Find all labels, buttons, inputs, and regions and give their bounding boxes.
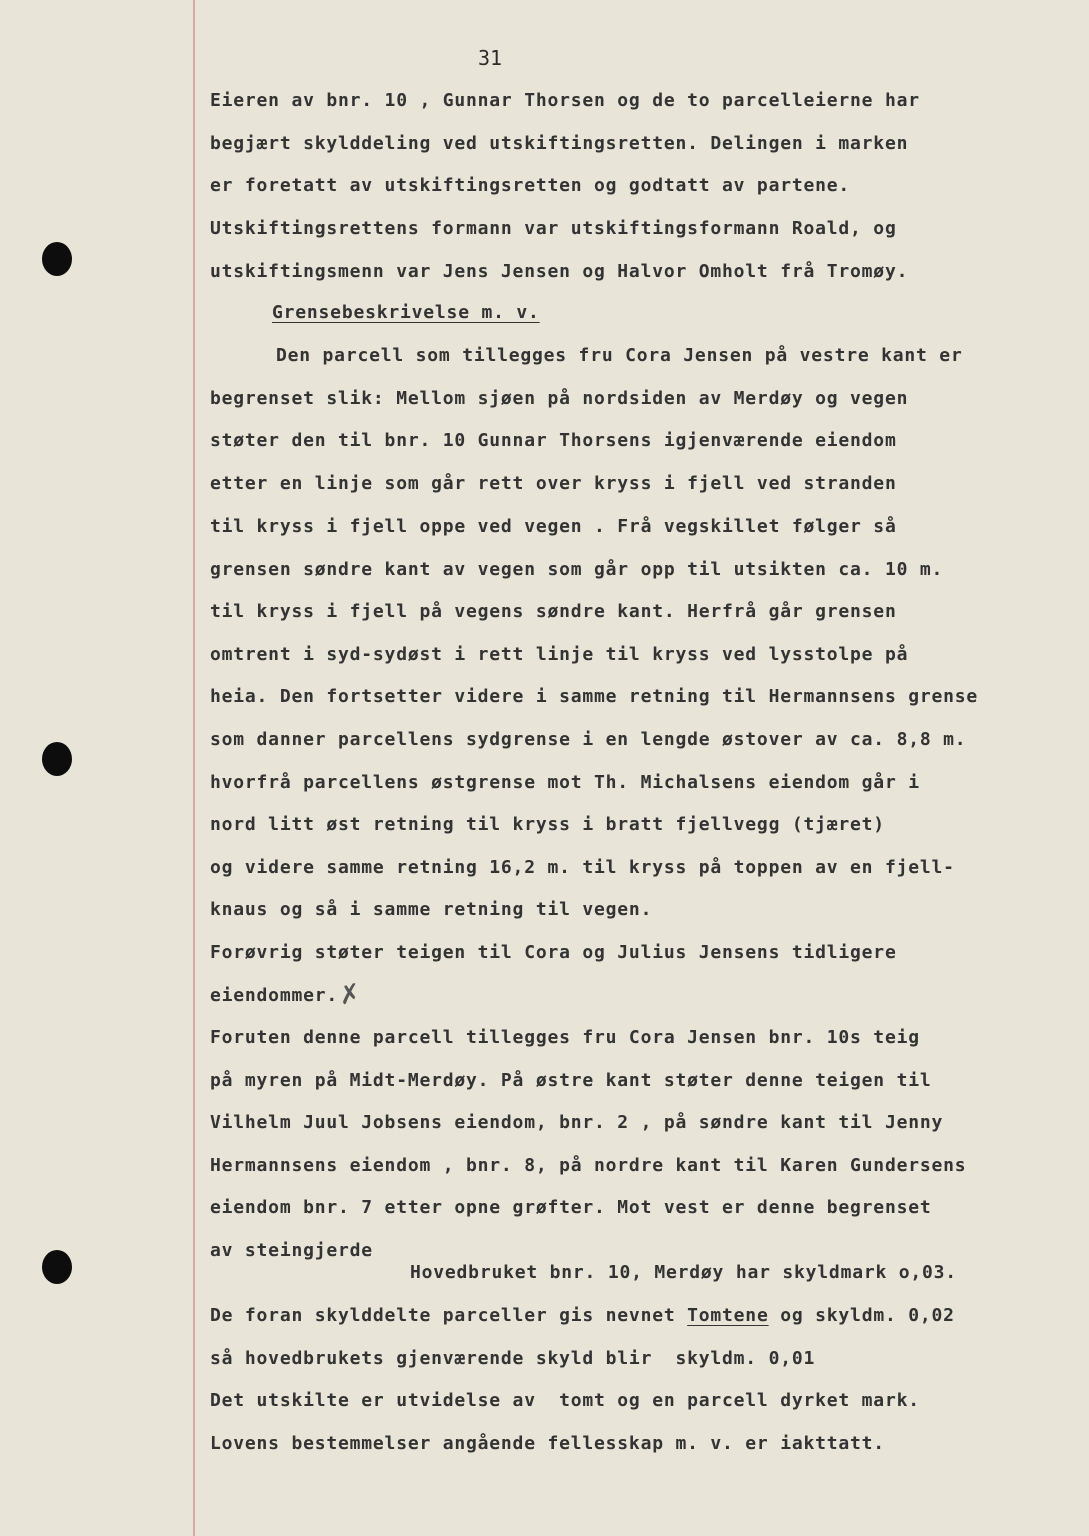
text-line: Den parcell som tillegges fru Cora Jensen på vestre kant er [276,345,963,366]
text-line: nord litt øst retning til kryss i bratt fjellvegg (tjæret) [210,814,885,835]
text-line: Det utskilte er utvidelse av tomt og en parcell dyrket mark. [210,1390,920,1411]
page-number: 31 [478,46,503,70]
handwritten-x-mark: ✗ [336,978,364,1012]
text-line: utskiftingsmenn var Jens Jensen og Halvor Omholt frå Tromøy. [210,261,909,282]
text-line: etter en linje som går rett over kryss i fjell ved stranden [210,473,897,494]
punch-hole [42,1250,72,1284]
margin-rule [193,0,195,1536]
text-line: Utskiftingsrettens formann var utskiftingsformann Roald, og [210,218,897,239]
text-span: og skyldm. 0,02 [768,1305,955,1326]
text-line: omtrent i syd-sydøst i rett linje til kryss ved lysstolpe på [210,644,909,665]
text-line: Hermannsens eiendom , bnr. 8, på nordre kant til Karen Gundersens [210,1155,967,1176]
text-line: begjært skylddeling ved utskiftingsretten. Delingen i marken [210,133,909,154]
text-line: heia. Den fortsetter videre i samme retning til Hermannsens grense [210,686,979,707]
punch-hole [42,742,72,776]
text-line: som danner parcellens sydgrense i en lengde østover av ca. 8,8 m. [210,729,967,750]
text-line: grensen søndre kant av vegen som går opp til utsikten ca. 10 m. [210,559,944,580]
text-line: eiendommer. [210,985,339,1006]
text-line: hvorfrå parcellens østgrense mot Th. Michalsens eiendom går i [210,772,920,793]
section-heading: Grensebeskrivelse m. v. [272,302,540,323]
text-span: De foran skylddelte parceller gis nevnet [210,1305,688,1326]
text-line: eiendom bnr. 7 etter opne grøfter. Mot vest er denne begrenset [210,1197,932,1218]
text-line: på myren på Midt-Merdøy. På østre kant støter denne teigen til [210,1070,932,1091]
text-line: og videre samme retning 16,2 m. til kryss på toppen av en fjell- [210,857,955,878]
text-line: er foretatt av utskiftingsretten og godtatt av partene. [210,175,851,196]
text-line: Foruten denne parcell tillegges fru Cora Jensen bnr. 10s teig [210,1027,920,1048]
text-line: Vilhelm Juul Jobsens eiendom, bnr. 2 , på søndre kant til Jenny [210,1112,944,1133]
text-line: støter den til bnr. 10 Gunnar Thorsens igjenværende eiendom [210,430,897,451]
text-line: Eieren av bnr. 10 , Gunnar Thorsen og de to parcelleierne har [210,90,920,111]
property-name: Tomtene [687,1305,769,1326]
text-line: til kryss i fjell på vegens søndre kant. Herfrå går grensen [210,601,897,622]
text-line: til kryss i fjell oppe ved vegen . Frå vegskillet følger så [210,516,897,537]
text-line [210,1305,955,1326]
text-line: Hovedbruket bnr. 10, Merdøy har skyldmark o,03. [410,1262,957,1283]
text-line: begrenset slik: Mellom sjøen på nordsiden av Merdøy og vegen [210,388,909,409]
text-line: Lovens bestemmelser angående fellesskap m. v. er iakttatt. [210,1433,885,1454]
punch-hole [42,242,72,276]
text-line: Forøvrig støter teigen til Cora og Julius Jensens tidligere [210,942,897,963]
text-line: så hovedbrukets gjenværende skyld blir skyldm. 0,01 [210,1348,816,1369]
text-line: av steingjerde [210,1240,373,1261]
text-line: knaus og så i samme retning til vegen. [210,899,653,920]
